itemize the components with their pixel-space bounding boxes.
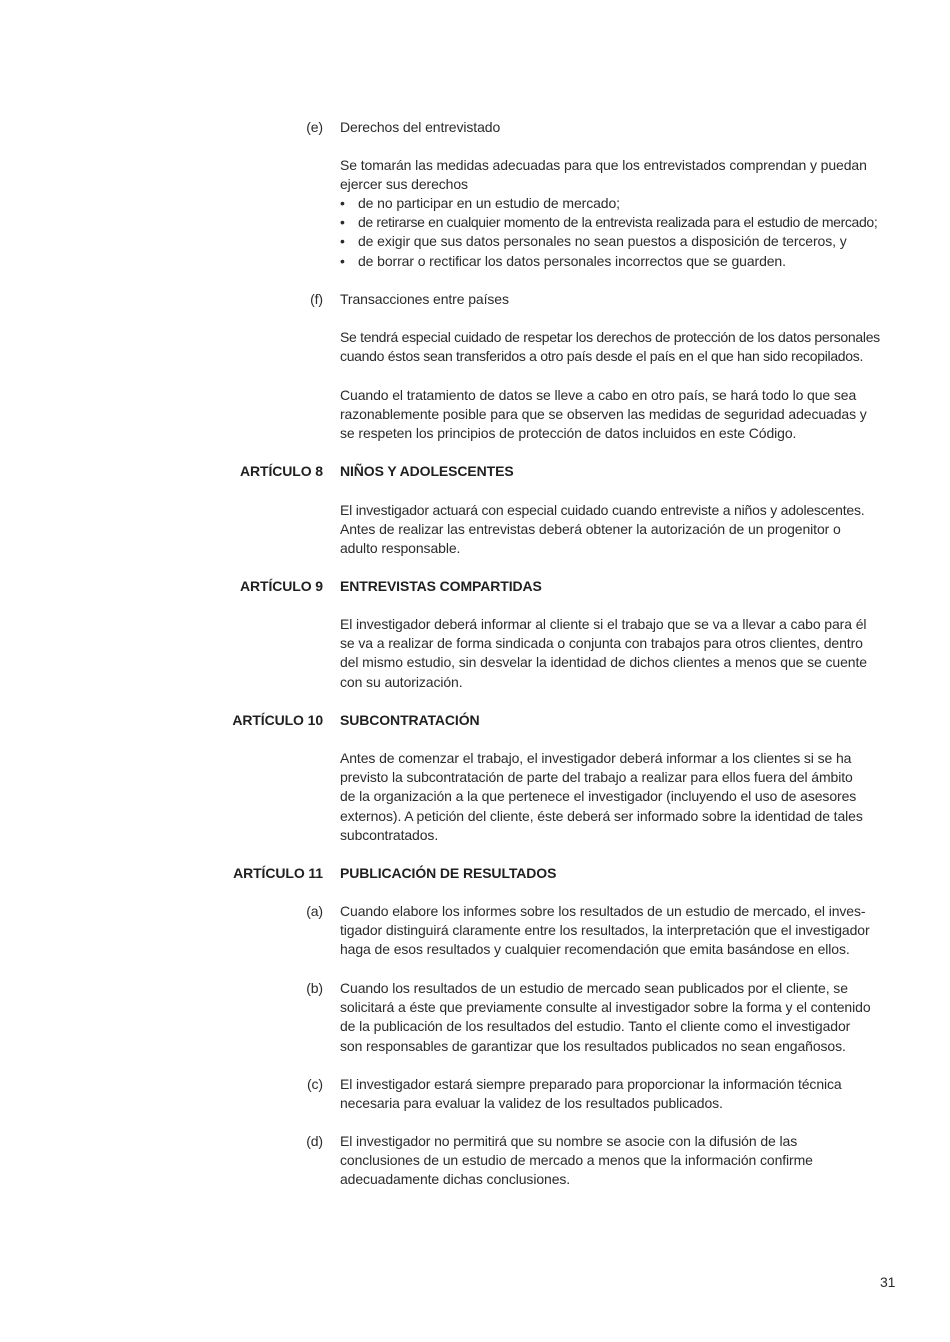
- paragraph-line: Antes de realizar las entrevistas deberá obtener la autorización de un progenitor o: [340, 521, 841, 538]
- section-e-title: Derechos del entrevistado: [340, 119, 501, 135]
- paragraph-line: subcontratados.: [340, 826, 439, 843]
- bullet-text: de exigir que sus datos personales no sean puestos a disposición de terceros, y: [358, 233, 847, 249]
- article-9-label: ARTÍCULO 9: [239, 578, 323, 594]
- section-f-label: (f): [310, 291, 323, 307]
- bullet-text: de borrar o rectificar los datos personales incorrectos que se guarden.: [358, 253, 786, 269]
- article-11-title: PUBLICACIÓN DE RESULTADOS: [340, 865, 557, 881]
- bullet-icon: •: [340, 233, 345, 249]
- item-body: [340, 902, 896, 960]
- paragraph-line: adulto responsable.: [340, 540, 461, 557]
- paragraph-line: Antes de comenzar el trabajo, el investigador deberá informar a los clientes si se ha: [340, 750, 852, 766]
- article-10-label: ARTÍCULO 10: [232, 712, 323, 728]
- paragraph-line: Cuando el tratamiento de datos se lleve a cabo en otro país, se hará todo lo que sea: [340, 387, 857, 403]
- paragraph-line: cuando éstos sean transferidos a otro país desde el país en el que han sido recopilados.: [340, 348, 864, 365]
- section-e-intro-line-2: ejercer sus derechos: [340, 176, 468, 192]
- paragraph-line: El investigador estará siempre preparado para proporcionar la información técnica: [340, 1076, 842, 1092]
- paragraph-line: razonablemente posible para que se observen las medidas de seguridad adecuadas y: [340, 406, 867, 423]
- article-11-label: ARTÍCULO 11: [233, 865, 323, 881]
- paragraph-line: haga de esos resultados y cualquier recomendación que emita basándose en ellos.: [340, 941, 850, 958]
- item-body: [340, 1132, 896, 1190]
- section-e-intro-line-1: Se tomarán las medidas adecuadas para que los entrevistados comprendan y puedan: [340, 157, 867, 173]
- section-e-label: (e): [306, 119, 323, 135]
- paragraph-line: externos). A petición del cliente, éste deberá ser informado sobre la identidad de tales: [340, 807, 863, 824]
- paragraph-line: El investigador actuará con especial cuidado cuando entreviste a niños y adolescentes.: [340, 502, 865, 518]
- bullet-icon: •: [340, 195, 345, 211]
- paragraph-line: necesaria para evaluar la validez de los resultados publicados.: [340, 1095, 723, 1112]
- article-8-label: ARTÍCULO 8: [239, 463, 323, 479]
- item-body: [340, 1075, 896, 1113]
- article-9-body: [340, 615, 896, 692]
- paragraph-line: solicitará a éste que previamente consulte al investigador sobre la forma y el contenido: [340, 999, 871, 1016]
- paragraph-line: Cuando elabore los informes sobre los resultados de un estudio de mercado, el inves-: [340, 903, 866, 919]
- paragraph-line: de la publicación de los resultados del estudio. Tanto el cliente como el investigador: [340, 1018, 851, 1035]
- paragraph-line: previsto la subcontratación de parte del trabajo a realizar para ellos fuera del ámbito: [340, 769, 853, 786]
- item-label: (d): [306, 1133, 323, 1149]
- bullet-text: de retirarse en cualquier momento de la entrevista realizada para el estudio de mercado;: [358, 214, 878, 230]
- paragraph-line: se va a realizar de forma sindicada o conjunta con trabajos para otros clientes, dentro: [340, 635, 863, 652]
- paragraph-line: son responsables de garantizar que los resultados publicados no sean engañosos.: [340, 1037, 846, 1054]
- page-number: 31: [880, 1274, 896, 1290]
- section-f-title: Transacciones entre países: [340, 291, 509, 307]
- paragraph-line: Cuando los resultados de un estudio de mercado sean publicados por el cliente, se: [340, 980, 848, 996]
- article-9-title: ENTREVISTAS COMPARTIDAS: [340, 578, 542, 594]
- paragraph-line: Se tendrá especial cuidado de respetar los derechos de protección de los datos personales: [340, 329, 880, 345]
- paragraph-line: se respeten los principios de protección de datos incluidos en este Código.: [340, 425, 797, 442]
- item-label: (b): [306, 980, 323, 996]
- paragraph-line: de la organización a la que pertenece el investigador (incluyendo el uso de asesores: [340, 788, 857, 805]
- item-body: [340, 979, 896, 1056]
- paragraph-line: con su autorización.: [340, 673, 463, 690]
- paragraph-line: tigador distinguirá claramente entre los resultados, la interpretación que el investigador: [340, 922, 870, 939]
- paragraph-line: El investigador no permitirá que su nombre se asocie con la difusión de las: [340, 1133, 798, 1149]
- article-10-title: SUBCONTRATACIÓN: [340, 712, 480, 728]
- item-label: (a): [306, 903, 323, 919]
- article-8-body: [340, 501, 896, 559]
- paragraph-line: conclusiones de un estudio de mercado a menos que la información confirme: [340, 1152, 813, 1169]
- paragraph-line: adecuadamente dichas conclusiones.: [340, 1171, 571, 1188]
- article-8-title: NIÑOS Y ADOLESCENTES: [340, 463, 514, 479]
- section-f-paragraph-1: [340, 328, 896, 366]
- paragraph-line: del mismo estudio, sin desvelar la identidad de dichos clientes a menos que se cuente: [340, 654, 867, 671]
- article-10-body: [340, 749, 896, 845]
- paragraph-line: El investigador deberá informar al cliente si el trabajo que se va a llevar a cabo para él: [340, 616, 867, 632]
- bullet-icon: •: [340, 253, 345, 269]
- item-label: (c): [306, 1076, 323, 1092]
- section-f-paragraph-2: [340, 386, 896, 444]
- bullet-icon: •: [340, 214, 345, 230]
- bullet-text: de no participar en un estudio de mercado;: [358, 195, 620, 211]
